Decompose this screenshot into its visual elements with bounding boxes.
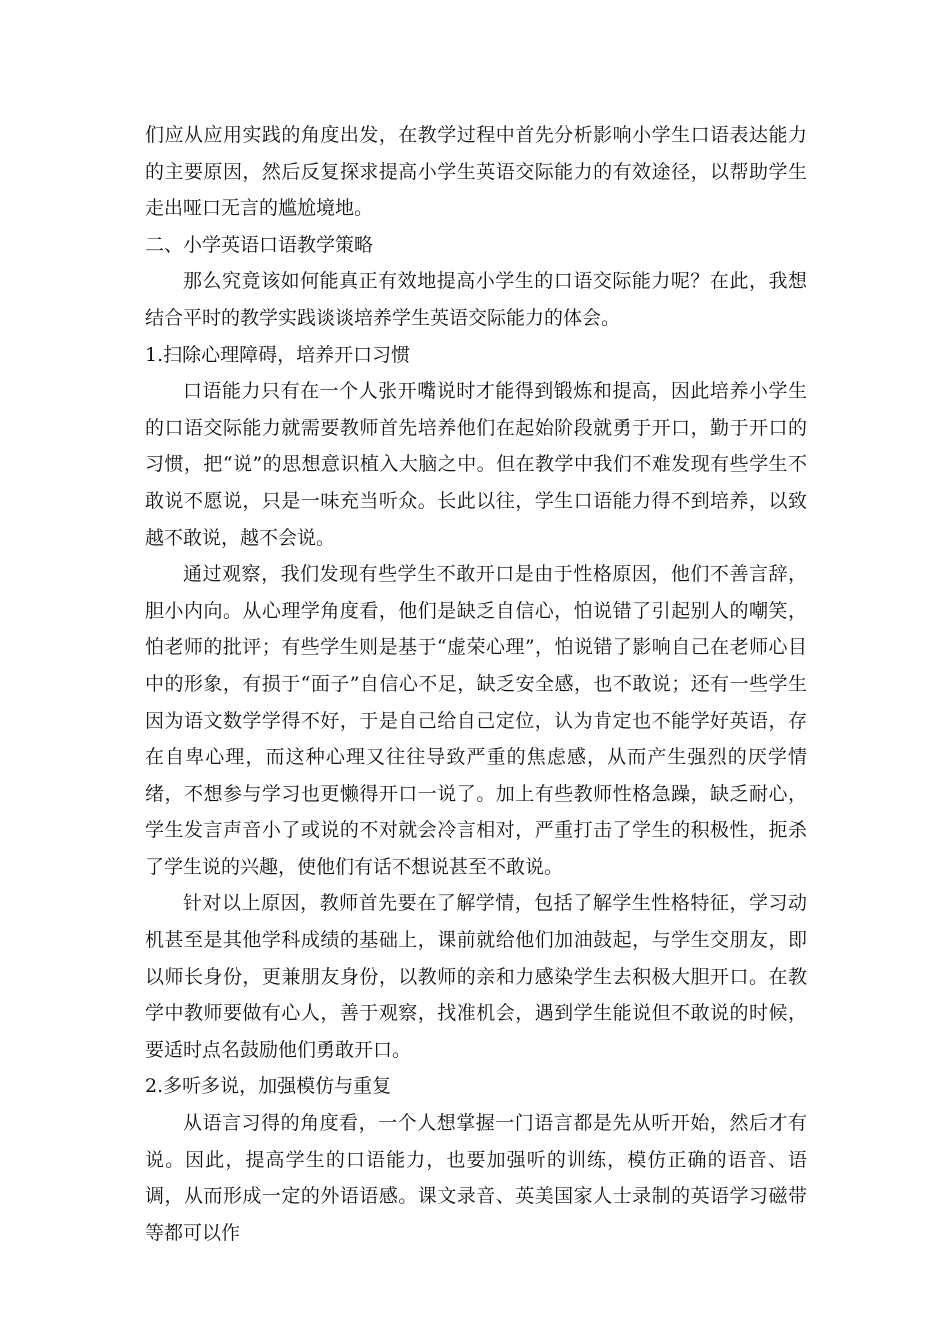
paragraph: 口语能力只有在一个人张开嘴说时才能得到锻炼和提高，因此培养小学生的口语交际能力就需要教师首先培养他们在起始阶段就勇于开口，勤于开口的习惯，把“说”的思想意识植入大脑之中。但在教学中我们不难发现有些学生不敢说不愿说，只是一味充当听众。长此以往，学生口语能力得不到培养，以致越不敢说，越不会说。: [145, 380, 807, 549]
paragraph-continuation: 们应从应用实践的角度出发，在教学过程中首先分析影响小学生口语表达能力的主要原因，然后反复探求提高小学生英语交际能力的有效途径，以帮助学生走出哑口无言的尴尬境地。: [145, 124, 807, 220]
subsection-heading: 1.扫除心理障碍，培养开口习惯: [145, 343, 411, 366]
section-heading: 二、小学英语口语教学策略: [145, 233, 374, 256]
paragraph: 针对以上原因，教师首先要在了解学情，包括了解学生性格特征，学习动机甚至是其他学科成绩的基础上，课前就给他们加油鼓起，与学生交朋友，即以师长身份，更兼朋友身份，以教师的亲和力感染学生去积极大胆开口。在教学中教师要做有心人，善于观察，找准机会，遇到学生能说但不敢说的时候，要适时点名鼓励他们勇敢开口。: [145, 892, 807, 1061]
paragraph: 从语言习得的角度看，一个人想掌握一门语言都是先从听开始，然后才有说。因此，提高学生的口语能力，也要加强听的训练，模仿正确的语音、语调，从而形成一定的外语语感。课文录音、英美国家人士录制的英语学习磁带等都可以作: [145, 1112, 807, 1244]
subsection-heading: 2.多听多说，加强模仿与重复: [145, 1075, 392, 1098]
document-body: [145, 117, 807, 1251]
paragraph: 那么究竟该如何能真正有效地提高小学生的口语交际能力呢？在此，我想结合平时的教学实践谈谈培养学生英语交际能力的体会。: [145, 270, 807, 329]
paragraph: 通过观察，我们发现有些学生不敢开口是由于性格原因，他们不善言辞，胆小内向。从心理学角度看，他们是缺乏自信心，怕说错了引起别人的嘲笑，怕老师的批评；有些学生则是基于“虚荣心理”，怕说错了影响自己在老师心目中的形象，有损于“面子”自信心不足，缺乏安全感，也不敢说；还有一些学生因为语文数学学得不好，于是自己给自己定位，认为肯定也不能学好英语，存在自卑心理，而这种心理又往往导致严重的焦虑感，从而产生强烈的厌学情绪，不想参与学习也更懒得开口一说了。加上有些教师性格急躁，缺乏耐心，学生发言声音小了或说的不对就会冷言相对，严重打击了学生的积极性，扼杀了学生说的兴趣，使他们有话不想说甚至不敢说。: [145, 563, 807, 878]
